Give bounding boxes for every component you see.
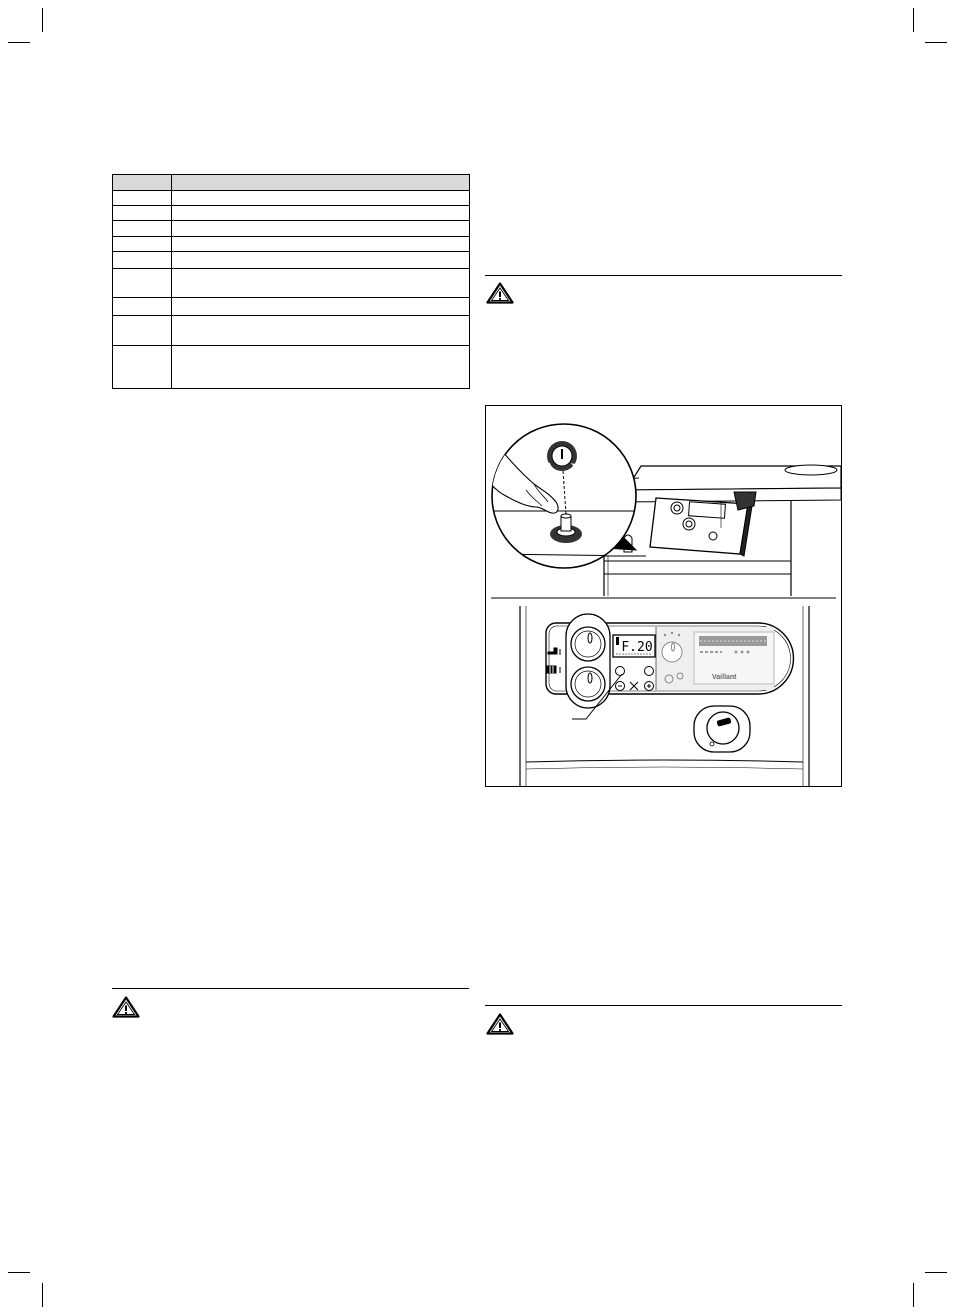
warning-triangle-icon: [112, 996, 140, 1018]
table-cell: [172, 269, 470, 298]
table-row: [113, 206, 470, 221]
crop-mark: [925, 1272, 947, 1273]
brand-logo-text: Vaillant: [712, 674, 737, 681]
lcd-error-code: F.20: [621, 640, 653, 655]
table-cell: [113, 191, 172, 206]
table-cell: [172, 298, 470, 316]
hot-water-knob-icon: [571, 627, 605, 661]
table-cell: [113, 252, 172, 269]
warning-triangle-icon: [486, 282, 514, 304]
table-cell: [172, 346, 470, 389]
table-row: [113, 237, 470, 252]
reset-knob-icon: [547, 441, 577, 472]
table-row: [113, 221, 470, 237]
boiler-figure-drawing: [486, 406, 841, 786]
table-cell: [113, 221, 172, 237]
table-cell: [113, 237, 172, 252]
heating-knob-icon: [571, 667, 605, 701]
table-row: [113, 316, 470, 346]
table-header-cell: [172, 175, 470, 191]
crop-mark: [925, 42, 947, 43]
table-row: [113, 252, 470, 269]
table-cell: [172, 221, 470, 237]
control-panel-illustration: [520, 606, 809, 786]
table-cell: [172, 237, 470, 252]
table-cell: [172, 252, 470, 269]
crop-mark: [8, 1272, 30, 1273]
crop-mark: [913, 8, 914, 32]
warning-rule: [485, 1005, 842, 1006]
warning-rule: [485, 275, 842, 276]
crop-mark: [8, 42, 30, 43]
table-cell: [113, 298, 172, 316]
table-cell: [172, 191, 470, 206]
table-cell: [113, 346, 172, 389]
table-cell: [113, 206, 172, 221]
table-row: [113, 191, 470, 206]
table-cell: [172, 206, 470, 221]
button-icon: [616, 667, 625, 676]
table-row: [113, 269, 470, 298]
boiler-figure: [485, 405, 842, 787]
spec-table: [112, 174, 470, 389]
crop-mark: [42, 1283, 43, 1307]
main-switch-icon: [694, 706, 750, 752]
table-cell: [172, 316, 470, 346]
table-cell: [113, 316, 172, 346]
crop-mark: [42, 8, 43, 32]
table-row: [113, 298, 470, 316]
table-cell: [113, 269, 172, 298]
table-row: [113, 346, 470, 389]
warning-triangle-icon: [486, 1013, 514, 1035]
warning-rule: [112, 988, 469, 989]
table-header-cell: [113, 175, 172, 191]
crop-mark: [913, 1283, 914, 1307]
table-header-row: [113, 175, 470, 191]
button-icon: [645, 667, 654, 676]
